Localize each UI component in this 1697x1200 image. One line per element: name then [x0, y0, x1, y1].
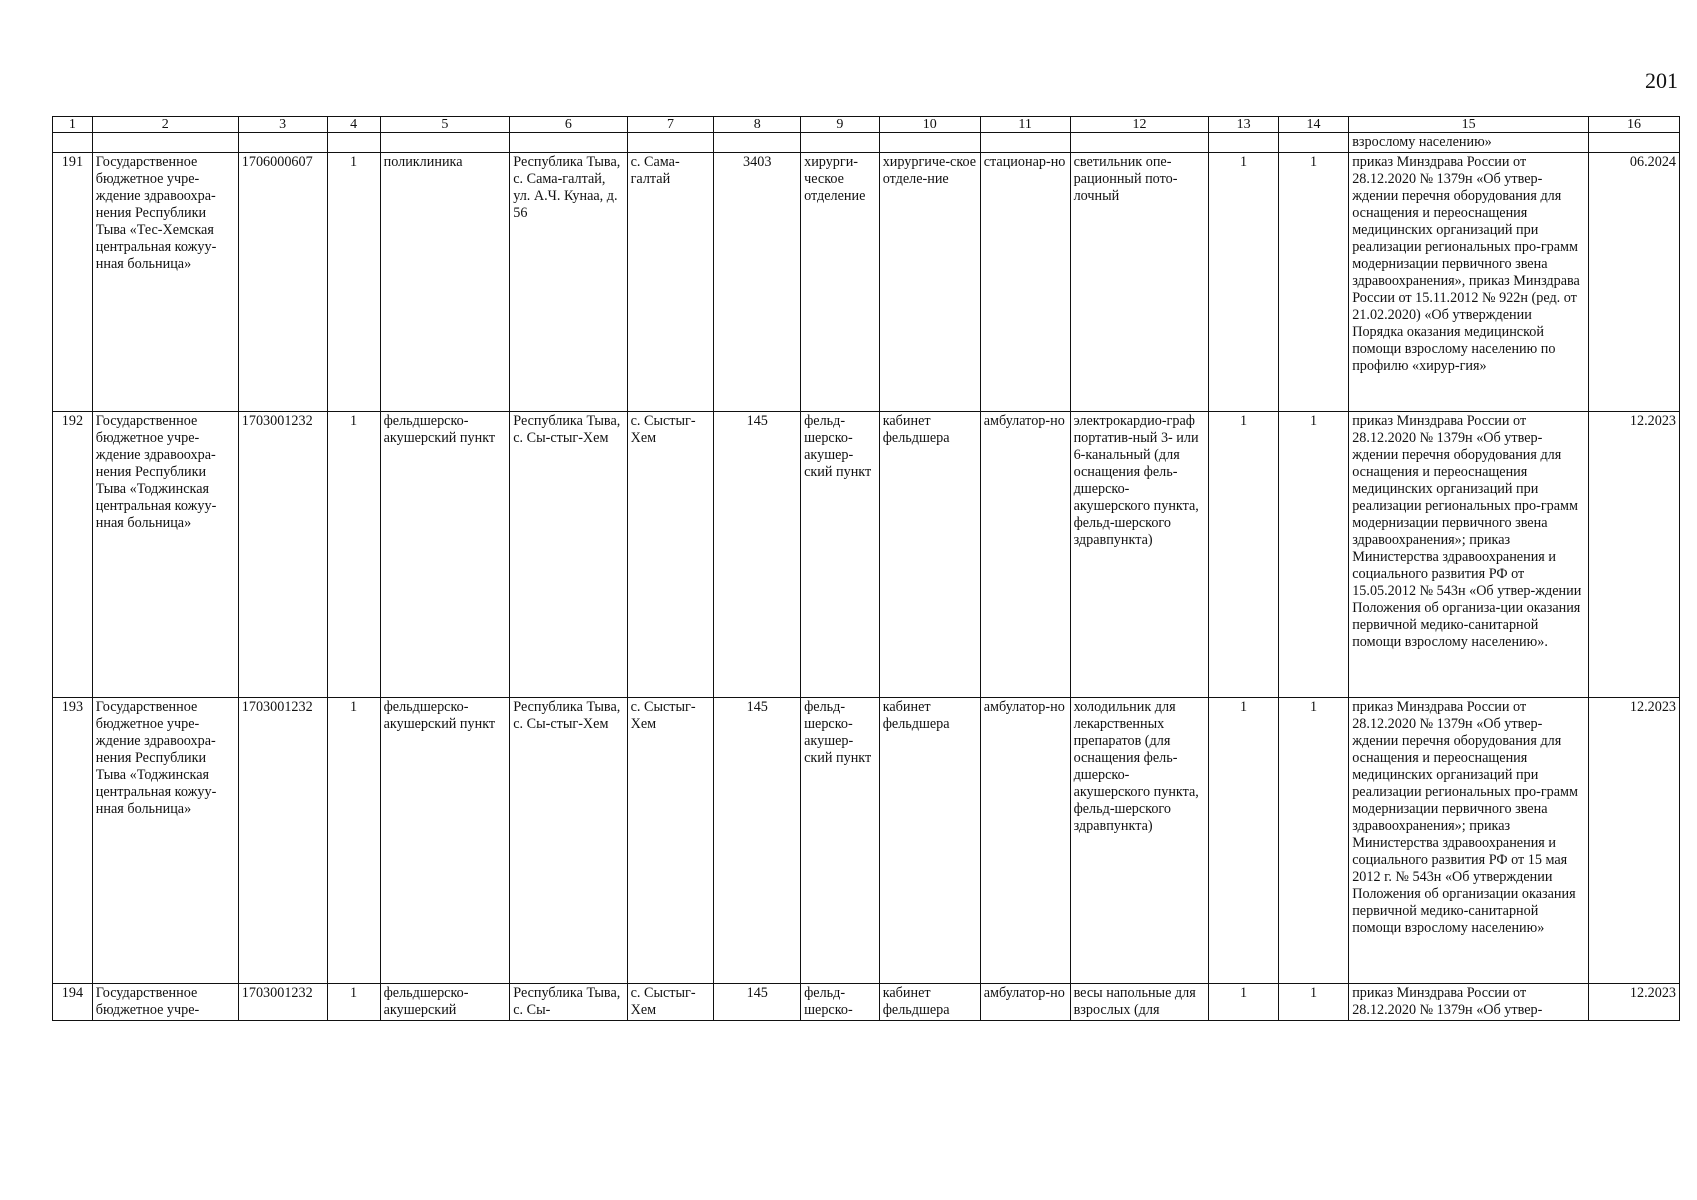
table-row: [53, 153, 1680, 412]
basis-cell: приказ Минздрава России от 28.12.2020 № 1379н «Об утвер-ждении перечня оборудования для оснащения и переоснащения медицинских организаций при реализации региональных про-грамм модернизации первичного звена здравоохранения», приказ Минздрава России от 15.11.2012 № 922н (ред. от 21.02.2020) «Об утверждении Порядка оказания медицинской помощи взрослому населению по профилю «хирур-гия»: [1349, 153, 1589, 412]
facility-type-cell: фельдшерско-акушерский: [380, 984, 510, 1021]
code-cell: 1703001232: [238, 698, 327, 984]
table-row: [53, 412, 1680, 698]
column-number: 10: [879, 117, 980, 133]
column-number: 11: [980, 117, 1070, 133]
locality-cell: с. Сыстыг-Хем: [627, 412, 714, 698]
unit-cell: хирурги-ческое отделение: [801, 153, 880, 412]
organization-cell: Государственное бюджетное учре-ждение здравоохра-нения Республики Тыва «Тоджинская центральная кожуу-нная больница»: [92, 412, 238, 698]
equipment-cell: холодильник для лекарственных препаратов (для оснащения фель-дшерско-акушерского пункта, фельд-шерского здравпункта): [1070, 698, 1209, 984]
locality-cell: с. Сыстыг-Хем: [627, 698, 714, 984]
address-cell: Республика Тыва, с. Сы-: [510, 984, 627, 1021]
table-row: [53, 698, 1680, 984]
organization-cell: Государственное бюджетное учре-ждение здравоохра-нения Республики Тыва «Тес-Хемская центральная кожуу-нная больница»: [92, 153, 238, 412]
col13-cell: 1: [1209, 698, 1278, 984]
row-number: 194: [53, 984, 93, 1021]
organization-cell: Государственное бюджетное учре-: [92, 984, 238, 1021]
basis-cell: приказ Минздрава России от 28.12.2020 № 1379н «Об утвер-ждении перечня оборудования для оснащения и переоснащения медицинских организаций при реализации региональных про-грамм модернизации первичного звена здравоохранения»; приказ Министерства здравоохранения и социального развития РФ от 15.05.2012 № 543н «Об утвер-ждении Положения об организа-ции оказания первичной медико-санитарной помощи взрослому населению».: [1349, 412, 1589, 698]
page-number: 201: [1645, 68, 1678, 93]
equipment-cell: весы напольные для взрослых (для: [1070, 984, 1209, 1021]
unit-cell: фельд-шерско-акушер-ский пункт: [801, 412, 880, 698]
address-cell: Республика Тыва, с. Сама-галтай, ул. А.Ч. Кунаа, д. 56: [510, 153, 627, 412]
column-number: 4: [327, 117, 380, 133]
date-cell: 06.2024: [1589, 153, 1680, 412]
column-number: 13: [1209, 117, 1278, 133]
col4-cell: 1: [327, 984, 380, 1021]
column-number: 8: [714, 117, 801, 133]
column-number: 7: [627, 117, 714, 133]
care-mode-cell: стационар-но: [980, 153, 1070, 412]
room-cell: кабинет фельдшера: [879, 984, 980, 1021]
unit-cell: фельд-шерско-акушер-ский пункт: [801, 698, 880, 984]
column-number: 12: [1070, 117, 1209, 133]
column-number: 2: [92, 117, 238, 133]
equipment-cell: электрокардио-граф портатив-ный 3- или 6-канальный (для оснащения фель-дшерско-акушерского пункта, фельд-шерского здравпункта): [1070, 412, 1209, 698]
population-cell: 3403: [714, 153, 801, 412]
unit-cell: фельд-шерско-: [801, 984, 880, 1021]
population-cell: 145: [714, 698, 801, 984]
row-number: 193: [53, 698, 93, 984]
column-number: 16: [1589, 117, 1680, 133]
column-number: 5: [380, 117, 510, 133]
col14-cell: 1: [1278, 984, 1348, 1021]
date-cell: 12.2023: [1589, 698, 1680, 984]
address-cell: Республика Тыва, с. Сы-стыг-Хем: [510, 412, 627, 698]
code-cell: 1703001232: [238, 412, 327, 698]
column-number: 9: [801, 117, 880, 133]
basis-cell: приказ Минздрава России от 28.12.2020 № 1379н «Об утвер-ждении перечня оборудования для оснащения и переоснащения медицинских организаций при реализации региональных про-грамм модернизации первичного звена здравоохранения»; приказ Министерства здравоохранения и социального развития РФ от 15 мая 2012 г. № 543н «Об утверждении Положения об организации оказания первичной медико-санитарной помощи взрослому населению»: [1349, 698, 1589, 984]
column-number: 1: [53, 117, 93, 133]
continuation-text: взрослому населению»: [1349, 133, 1589, 153]
room-cell: кабинет фельдшера: [879, 412, 980, 698]
col4-cell: 1: [327, 412, 380, 698]
organization-cell: Государственное бюджетное учре-ждение здравоохра-нения Республики Тыва «Тоджинская центральная кожуу-нная больница»: [92, 698, 238, 984]
room-cell: кабинет фельдшера: [879, 698, 980, 984]
care-mode-cell: амбулатор-но: [980, 698, 1070, 984]
col4-cell: 1: [327, 698, 380, 984]
col14-cell: 1: [1278, 153, 1348, 412]
col14-cell: 1: [1278, 698, 1348, 984]
continuation-row: [53, 133, 1680, 153]
col13-cell: 1: [1209, 153, 1278, 412]
row-number: 191: [53, 153, 93, 412]
facility-type-cell: фельдшерско-акушерский пункт: [380, 698, 510, 984]
locality-cell: с. Сама-галтай: [627, 153, 714, 412]
equipment-table: [52, 116, 1680, 1021]
room-cell: хирургиче-ское отделе-ние: [879, 153, 980, 412]
facility-type-cell: поликлиника: [380, 153, 510, 412]
basis-cell: приказ Минздрава России от 28.12.2020 № 1379н «Об утвер-: [1349, 984, 1589, 1021]
locality-cell: с. Сыстыг-Хем: [627, 984, 714, 1021]
column-number: 14: [1278, 117, 1348, 133]
column-number-header-row: [53, 117, 1680, 133]
date-cell: 12.2023: [1589, 412, 1680, 698]
row-number: 192: [53, 412, 93, 698]
column-number: 3: [238, 117, 327, 133]
code-cell: 1703001232: [238, 984, 327, 1021]
col14-cell: 1: [1278, 412, 1348, 698]
code-cell: 1706000607: [238, 153, 327, 412]
address-cell: Республика Тыва, с. Сы-стыг-Хем: [510, 698, 627, 984]
facility-type-cell: фельдшерско-акушерский пункт: [380, 412, 510, 698]
care-mode-cell: амбулатор-но: [980, 412, 1070, 698]
date-cell: 12.2023: [1589, 984, 1680, 1021]
population-cell: 145: [714, 984, 801, 1021]
col4-cell: 1: [327, 153, 380, 412]
column-number: 6: [510, 117, 627, 133]
equipment-cell: светильник опе-рационный пото-лочный: [1070, 153, 1209, 412]
col13-cell: 1: [1209, 412, 1278, 698]
population-cell: 145: [714, 412, 801, 698]
care-mode-cell: амбулатор-но: [980, 984, 1070, 1021]
column-number: 15: [1349, 117, 1589, 133]
col13-cell: 1: [1209, 984, 1278, 1021]
table-row: [53, 984, 1680, 1021]
